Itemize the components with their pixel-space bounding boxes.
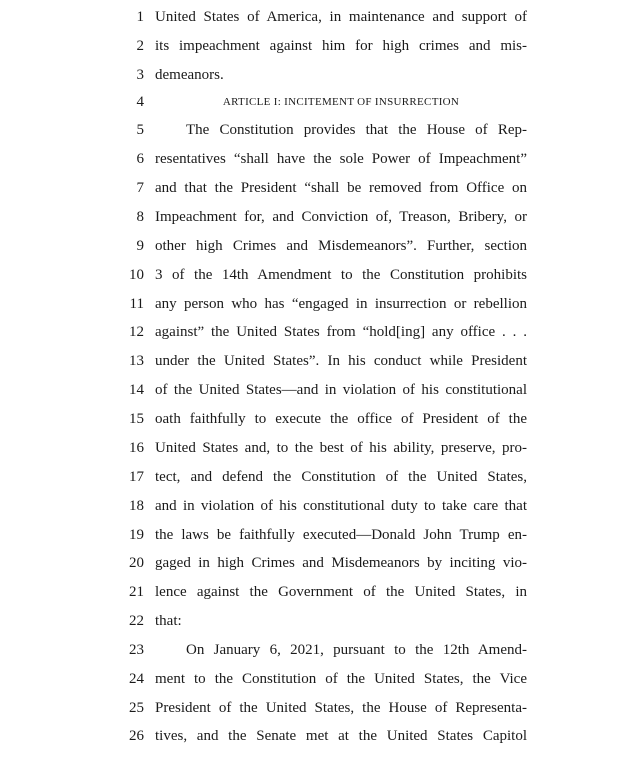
- document-line: [0, 521, 642, 550]
- document-line: [0, 261, 642, 290]
- line-text: tect, and defend the Constitution of the United States,: [155, 469, 527, 485]
- document-line: [0, 405, 642, 434]
- line-text: demeanors.: [155, 67, 224, 83]
- document-line: [0, 32, 642, 61]
- document-line: [0, 61, 642, 90]
- document-line: [0, 347, 642, 376]
- document-line: [0, 549, 642, 578]
- document-line: [0, 434, 642, 463]
- article-heading: ARTICLE I: INCITEMENT OF INSURRECTION: [222, 96, 460, 108]
- line-number: 26: [129, 728, 144, 744]
- line-text: any person who has “engaged in insurrection or rebellion: [155, 296, 527, 312]
- line-text: 3 of the 14th Amendment to the Constitution prohibits: [155, 267, 527, 283]
- document-line: [0, 636, 642, 665]
- document-line: [0, 203, 642, 232]
- line-number: 13: [129, 353, 144, 369]
- line-text: against” the United States from “hold[ing] any office . . .: [155, 324, 527, 340]
- document-line: [0, 116, 642, 145]
- document-line: [0, 88, 642, 117]
- document-line: [0, 607, 642, 636]
- line-text: gaged in high Crimes and Misdemeanors by inciting vio-: [155, 555, 527, 571]
- line-number: 1: [136, 9, 144, 25]
- line-number: 15: [129, 411, 144, 427]
- document-line: [0, 174, 642, 203]
- line-text: of the United States—and in violation of his constitutional: [155, 382, 527, 398]
- line-text: lence against the Government of the United States, in: [155, 584, 527, 600]
- line-number: 8: [136, 209, 144, 225]
- line-text: oath faithfully to execute the office of President of the: [155, 411, 527, 427]
- line-text: under the United States”. In his conduct while President: [155, 353, 527, 369]
- line-text: United States of America, in maintenance and support of: [155, 9, 527, 25]
- document-line: [0, 3, 642, 32]
- line-number: 10: [129, 267, 144, 283]
- line-number: 21: [129, 584, 144, 600]
- line-text: and that the President “shall be removed from Office on: [155, 180, 527, 196]
- line-text: tives, and the Senate met at the United States Capitol: [155, 728, 527, 744]
- line-text: The Constitution provides that the House of Rep-: [186, 122, 527, 138]
- line-text: and in violation of his constitutional duty to take care that: [155, 498, 527, 514]
- line-text: resentatives “shall have the sole Power of Impeachment”: [155, 151, 527, 167]
- line-text: its impeachment against him for high crimes and mis-: [155, 38, 527, 54]
- line-number: 17: [129, 469, 144, 485]
- line-number: 16: [129, 440, 144, 456]
- line-number: 20: [129, 555, 144, 571]
- line-text: ment to the Constitution of the United States, the Vice: [155, 671, 527, 687]
- line-number: 7: [136, 180, 144, 196]
- line-number: 3: [136, 67, 144, 83]
- document-line: [0, 318, 642, 347]
- document-line: [0, 145, 642, 174]
- line-number: 24: [129, 671, 144, 687]
- line-number: 25: [129, 700, 144, 716]
- line-number: 18: [129, 498, 144, 514]
- document-line: [0, 578, 642, 607]
- line-text: the laws be faithfully executed—Donald John Trump en-: [155, 527, 527, 543]
- document-line: [0, 665, 642, 694]
- document-line: [0, 463, 642, 492]
- document-line: [0, 290, 642, 319]
- document-line: [0, 694, 642, 723]
- line-number: 19: [129, 527, 144, 543]
- line-number: 22: [129, 613, 144, 629]
- line-number: 2: [136, 38, 144, 54]
- line-number: 12: [129, 324, 144, 340]
- line-text: other high Crimes and Misdemeanors”. Further, section: [155, 238, 527, 254]
- line-text: that:: [155, 613, 182, 629]
- line-text: On January 6, 2021, pursuant to the 12th Amend-: [186, 642, 527, 658]
- line-number: 14: [129, 382, 144, 398]
- line-number: 23: [129, 642, 144, 658]
- document-line: [0, 376, 642, 405]
- document-line: [0, 492, 642, 521]
- line-text: President of the United States, the House of Representa-: [155, 700, 527, 716]
- line-number: 5: [136, 122, 144, 138]
- line-number: 6: [136, 151, 144, 167]
- line-text: Impeachment for, and Conviction of, Treason, Bribery, or: [155, 209, 527, 225]
- line-text: United States and, to the best of his ability, preserve, pro-: [155, 440, 527, 456]
- line-number: 4: [136, 94, 144, 110]
- document-line: [0, 722, 642, 751]
- line-number: 11: [129, 296, 144, 312]
- document-line: [0, 232, 642, 261]
- line-number: 9: [136, 238, 144, 254]
